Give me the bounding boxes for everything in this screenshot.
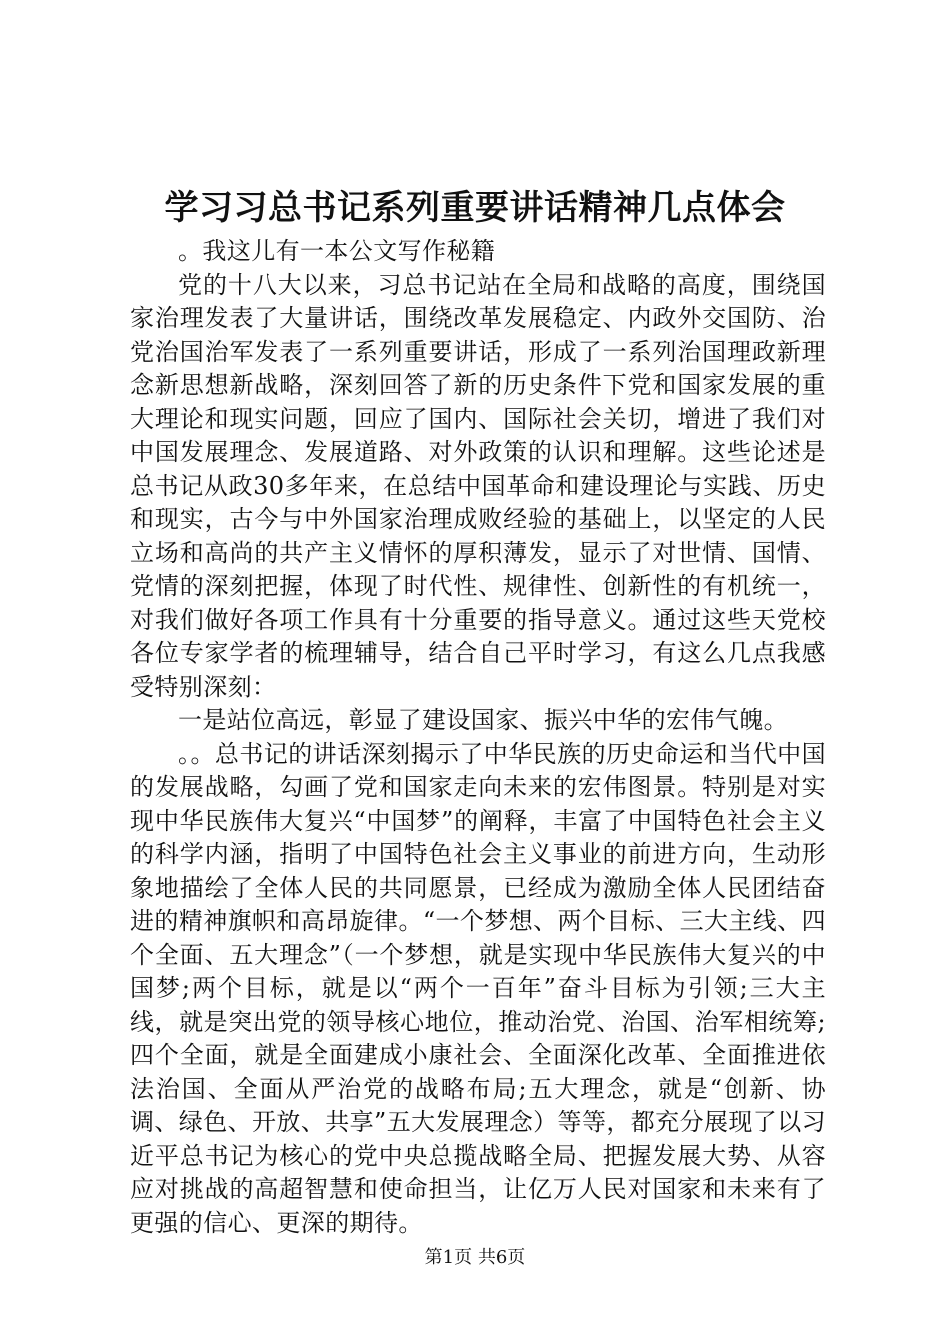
- page-number-footer: 第1页 共6页: [424, 1247, 526, 1268]
- paragraph-point-one-body: 。。总书记的讲话深刻揭示了中华民族的历史命运和当代中国的发展战略，勾画了党和国家走向未来的宏伟图景。特别是对实现中华民族伟大复兴“中国梦”的阐释，丰富了中国特色社会主义的科学内涵，指明了中国特色社会主义事业的前进方向，生动形象地描绘了全体人民的共同愿景，已经成为激励全体人民团结奋进的精神旗帜和高昂旋律。“一个梦想、两个目标、三大主线、四个全面、五大理念”（一个梦想，就是实现中华民族伟大复兴的中国梦;两个目标，就是以“两个一百年”奋斗目标为引领;三大主线，就是突出党的领导核心地位，推动治党、治国、治军相统筹;四个全面，就是全面建成小康社会、全面深化改革、全面推进依法治国、全面从严治党的战略布局;五大理念，就是“创新、协调、绿色、开放、共享”五大发展理念）等等，都充分展现了以习近平总书记为核心的党中央总揽战略全局、把握发展大势、从容应对挑战的高超智慧和使命担当，让亿万人民对国家和未来有了更强的信心、更深的期待。: [130, 739, 826, 1237]
- document-title: 学习习总书记系列重要讲话精神几点体会: [164, 188, 786, 228]
- paragraph-point-one-heading: 一是站位高远，彰显了建设国家、振兴中华的宏伟气魄。: [178, 706, 788, 734]
- paragraph-secret-book: 。我这儿有一本公文写作秘籍: [178, 237, 496, 265]
- document-body: [130, 235, 826, 1240]
- paragraph-intro: 党的十八大以来，习总书记站在全局和战略的高度，围绕国家治理发表了大量讲话，围绕改革发展稳定、内政外交国防、治党治国治军发表了一系列重要讲话，形成了一系列治国理政新理念新思想新战略，深刻回答了新的历史条件下党和国家发展的重大理论和现实问题，回应了国内、国际社会关切，增进了我们对中国发展理念、发展道路、对外政策的认识和理解。这些论述是总书记从政30多年来，在总结中国革命和建设理论与实践、历史和现实，古今与中外国家治理成败经验的基础上，以坚定的人民立场和高尚的共产主义情怀的厚积薄发，显示了对世情、国情、党情的深刻把握，体现了时代性、规律性、创新性的有机统一，对我们做好各项工作具有十分重要的指导意义。通过这些天党校各位专家学者的梳理辅导，结合自己平时学习，有这么几点我感受特别深刻：: [130, 270, 826, 701]
